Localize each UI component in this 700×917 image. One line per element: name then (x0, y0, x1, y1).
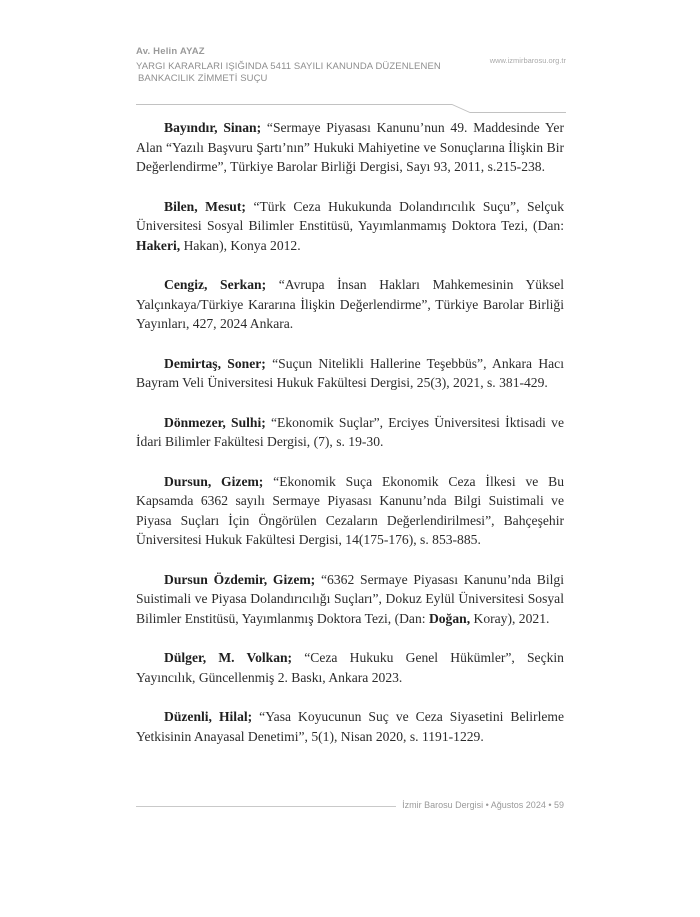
bibliography-entry (136, 472, 564, 550)
page-header (136, 44, 566, 94)
entry-advisor-surname: Doğan, (428, 611, 471, 627)
entry-author: Cengiz, Serkan; (164, 277, 267, 293)
bibliography-entry (136, 707, 564, 746)
entry-text: “Avrupa İnsan Hakları Mahkemesinin Yüksel Yalçınkaya/Türkiye Kararına İlişkin Değerlendirme”, Türkiye Barolar Birliği Yayınları, 427, 2024 Ankara. (136, 277, 564, 332)
entry-author: Düzenli, Hilal; (164, 709, 253, 725)
bibliography-entry (136, 118, 564, 177)
entry-text: “6362 Sermaye Piyasası Kanunu’nda Bilgi Suistimali ve Piyasa Dolandırıcılığı Suçları”, Dokuz Eylül Üniversitesi Sosyal Bilimler Enstitüsü, Yayımlanmış Doktora Tezi, (Dan: (136, 571, 564, 627)
bibliography-entry (136, 354, 564, 393)
header-author: Av. Helin AYAZ (136, 46, 205, 57)
entry-text: “Türk Ceza Hukukunda Dolandırıcılık Suçu”, Selçuk Üniversitesi Sosyal Bilimler Enstitüsü, Yayımlanmamış Doktora Tezi, (Dan: (136, 198, 565, 234)
bibliography-entry (136, 413, 564, 452)
entry-text: “Ekonomik Suça Ekonomik Ceza İlkesi ve Bu Kapsamda 6362 sayılı Sermaye Piyasası Kanunu’nda Bilgi Suistimali ve Piyasa Suçları İçin Öngörülen Cezaların Değerlendirilmesi”, Bahçeşehir Üniversitesi Hukuk Fakültesi Dergisi, 14(175-176), s. 853-885. (136, 473, 564, 548)
header-title-line2: BANKACILIK ZİMMETİ SUÇU (138, 72, 268, 84)
bibliography-list (136, 118, 564, 766)
bibliography-entry (136, 275, 564, 334)
entry-author: Bilen, Mesut; (164, 198, 246, 214)
entry-text: “Ekonomik Suçlar”, Erciyes Üniversitesi İktisadi ve İdari Bilimler Fakültesi Dergisi, (7), s. 19-30. (136, 414, 564, 450)
entry-text: “Yasa Koyucunun Suç ve Ceza Siyasetini Belirleme Yetkisinin Anayasal Denetimi”, 5(1), Nisan 2020, s. 1191-1229. (136, 709, 564, 745)
header-divider (136, 104, 566, 114)
bibliography-entry (136, 570, 564, 629)
bibliography-entry (136, 197, 564, 256)
entry-text-end: Koray), 2021. (470, 611, 550, 627)
entry-text: “Ceza Hukuku Genel Hükümler”, Seçkin Yayıncılık, Güncellenmiş 2. Baskı, Ankara 2023. (136, 650, 564, 686)
entry-text: “Suçun Nitelikli Hallerine Teşebbüs”, Ankara Hacı Bayram Veli Üniversitesi Hukuk Fakültesi Dergisi, 25(3), 2021, s. 381-429. (136, 355, 564, 391)
header-title-line1: YARGI KARARLARI IŞIĞINDA 5411 SAYILI KANUNDA DÜZENLENEN (136, 61, 441, 72)
entry-advisor-surname: Hakeri, (136, 237, 181, 253)
bibliography-entry (136, 648, 564, 687)
page-footer: İzmir Barosu Dergisi • Ağustos 2024 • 59 (396, 800, 564, 810)
entry-author: Dursun, Gizem; (164, 473, 264, 489)
entry-text: “Sermaye Piyasası Kanunu’nun 49. Maddesinde Yer Alan “Yazılı Başvuru Şartı’nın” Hukuki Mahiyetine ve Sonuçlarına İlişkin Bir Değerlendirme”, Türkiye Barolar Birliği Dergisi, Sayı 93, 2011, s.215-238. (136, 120, 564, 175)
entry-author: Bayındır, Sinan; (164, 120, 262, 135)
entry-author: Dülger, M. Volkan; (164, 650, 293, 666)
entry-text-end: Hakan), Konya 2012. (180, 237, 301, 253)
entry-author: Demirtaş, Soner; (164, 355, 266, 371)
entry-author: Dönmezer, Sulhi; (164, 414, 266, 430)
header-title (136, 61, 476, 84)
header-website: www.izmirbarosu.org.tr (489, 56, 566, 65)
entry-author: Dursun Özdemir, Gizem; (164, 571, 316, 587)
